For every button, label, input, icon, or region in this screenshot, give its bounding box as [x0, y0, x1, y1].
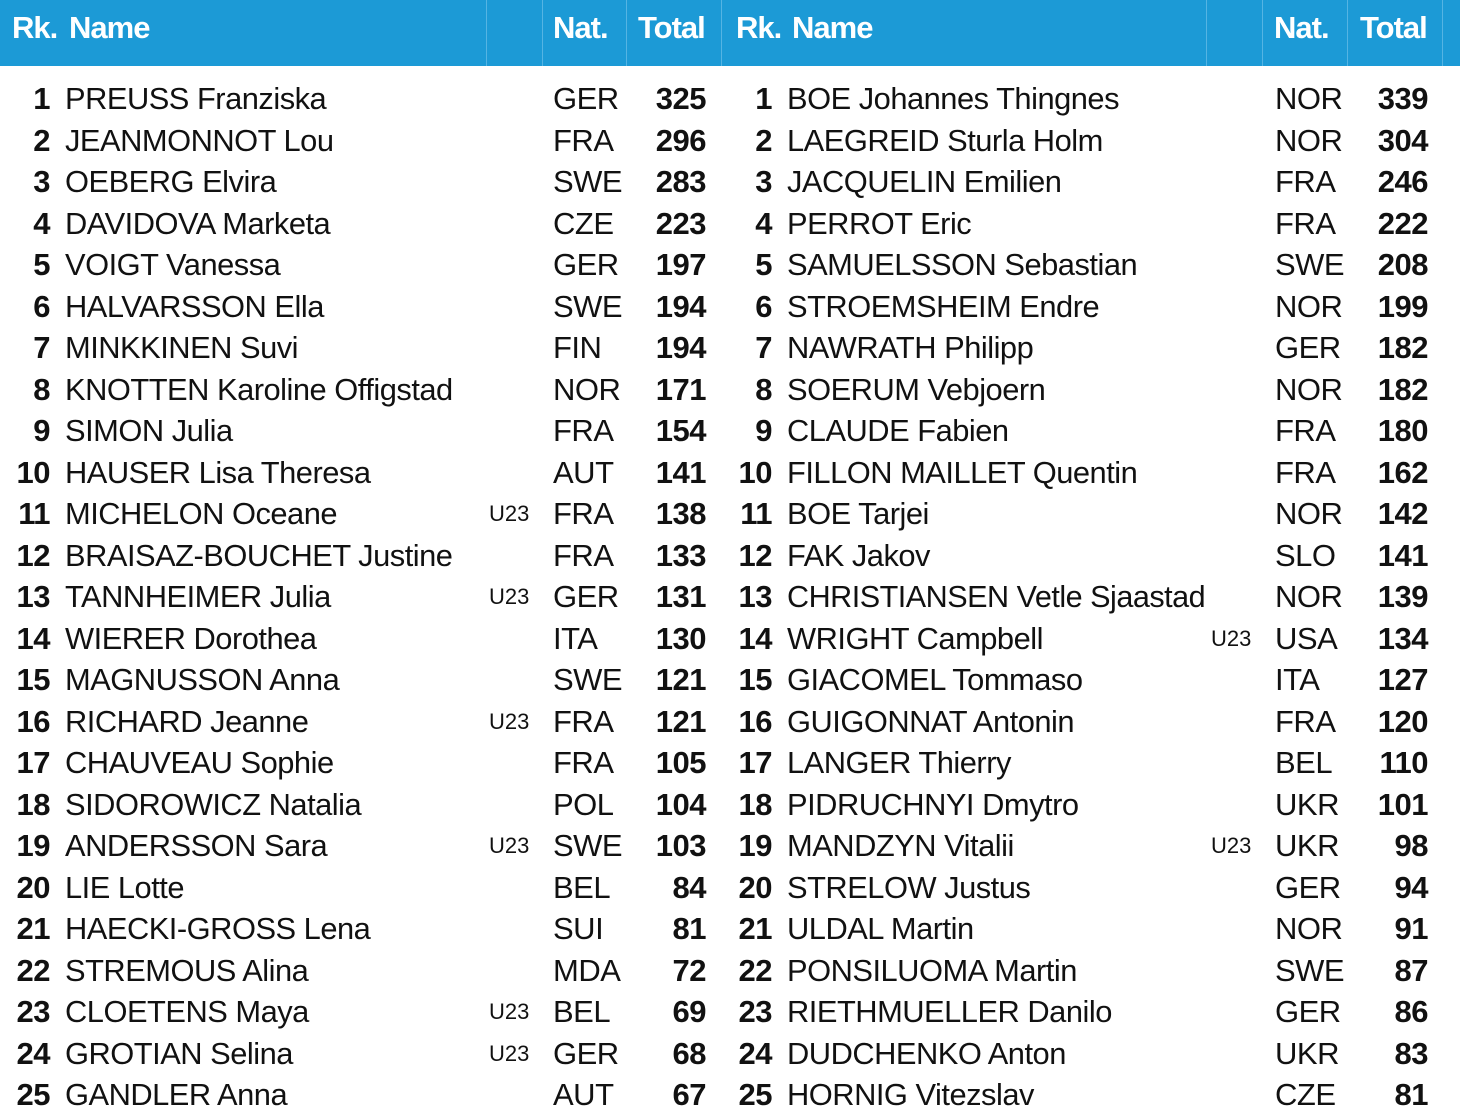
athlete-rank: 21 — [16, 911, 50, 946]
athlete-nation: BEL — [553, 994, 611, 1029]
table-row — [722, 535, 1442, 576]
athlete-rank: 4 — [755, 206, 772, 241]
athlete-name: DAVIDOVA Marketa — [65, 206, 331, 241]
athlete-rank: 21 — [738, 911, 772, 946]
table-row — [0, 784, 720, 825]
athlete-nation: NOR — [1275, 579, 1343, 614]
athlete-total-points: 68 — [672, 1036, 706, 1071]
athlete-name: KNOTTEN Karoline Offigstad — [65, 372, 453, 407]
athlete-rank: 10 — [16, 455, 50, 490]
athlete-name: BOE Johannes Thingnes — [787, 81, 1120, 116]
u23-badge: U23 — [489, 584, 530, 609]
athlete-rank: 9 — [33, 413, 50, 448]
header-separator — [542, 0, 543, 66]
athlete-total-points: 133 — [655, 538, 706, 573]
table-row — [0, 825, 720, 866]
athlete-rank: 4 — [33, 206, 50, 241]
athlete-rank: 2 — [755, 123, 772, 158]
table-row — [722, 244, 1442, 285]
athlete-rank: 11 — [18, 496, 50, 531]
athlete-rank: 13 — [738, 579, 772, 614]
athlete-nation: SWE — [553, 289, 623, 324]
athlete-nation: SUI — [553, 911, 604, 946]
athlete-total-points: 81 — [1394, 1077, 1428, 1112]
table-row — [722, 369, 1442, 410]
athlete-name: MANDZYN Vitalii — [787, 828, 1014, 863]
table-row — [722, 867, 1442, 908]
athlete-total-points: 81 — [672, 911, 706, 946]
athlete-name: SIDOROWICZ Natalia — [65, 787, 362, 822]
athlete-name: STREMOUS Alina — [65, 953, 309, 988]
athlete-total-points: 69 — [672, 994, 706, 1029]
athlete-rank: 25 — [16, 1077, 50, 1112]
rank-header-left: Rk. — [12, 10, 58, 45]
athlete-nation: GER — [1275, 994, 1341, 1029]
athlete-rank: 23 — [16, 994, 50, 1029]
table-row — [0, 659, 720, 700]
table-row — [722, 452, 1442, 493]
athlete-rank: 25 — [738, 1077, 772, 1112]
athlete-nation: MDA — [553, 953, 621, 988]
athlete-rank: 17 — [16, 745, 50, 780]
table-row — [0, 161, 720, 202]
women-standings-table — [0, 78, 720, 1113]
table-row — [722, 659, 1442, 700]
table-row — [0, 991, 720, 1032]
table-row — [722, 78, 1442, 119]
athlete-name: LIE Lotte — [65, 870, 185, 905]
athlete-nation: FRA — [1275, 164, 1336, 199]
table-row — [0, 78, 720, 119]
athlete-rank: 16 — [16, 704, 50, 739]
table-row — [722, 120, 1442, 161]
athlete-nation: FRA — [1275, 704, 1336, 739]
men-standings-table — [722, 78, 1442, 1113]
athlete-nation: NOR — [1275, 81, 1343, 116]
athlete-name: ANDERSSON Sara — [65, 828, 328, 863]
athlete-nation: GER — [1275, 870, 1341, 905]
athlete-rank: 18 — [16, 787, 50, 822]
header-separator — [1206, 0, 1207, 66]
table-row — [722, 991, 1442, 1032]
athlete-rank: 22 — [738, 953, 772, 988]
athlete-name: STRELOW Justus — [787, 870, 1031, 905]
athlete-total-points: 154 — [655, 413, 706, 448]
athlete-nation: GER — [553, 81, 619, 116]
athlete-nation: NOR — [1275, 289, 1343, 324]
athlete-rank: 5 — [33, 247, 50, 282]
athlete-total-points: 325 — [655, 81, 706, 116]
header-separator — [1442, 0, 1443, 66]
athlete-nation: ITA — [1275, 662, 1320, 697]
athlete-nation: FRA — [553, 123, 614, 158]
table-row — [722, 1033, 1442, 1074]
athlete-nation: BEL — [553, 870, 611, 905]
athlete-total-points: 194 — [655, 289, 706, 324]
table-row — [0, 452, 720, 493]
athlete-nation: SWE — [1275, 953, 1345, 988]
table-row — [722, 950, 1442, 991]
athlete-name: CLOETENS Maya — [65, 994, 309, 1029]
athlete-total-points: 131 — [655, 579, 706, 614]
athlete-rank: 3 — [755, 164, 772, 199]
table-row — [722, 203, 1442, 244]
athlete-name: PERROT Eric — [787, 206, 972, 241]
athlete-name: HAUSER Lisa Theresa — [65, 455, 371, 490]
athlete-nation: GER — [553, 1036, 619, 1071]
table-row — [722, 1074, 1442, 1115]
athlete-name: CHRISTIANSEN Vetle Sjaastad — [787, 579, 1206, 614]
athlete-name: ULDAL Martin — [787, 911, 974, 946]
athlete-total-points: 103 — [655, 828, 706, 863]
athlete-nation: FRA — [1275, 413, 1336, 448]
athlete-total-points: 87 — [1394, 953, 1428, 988]
athlete-nation: GER — [553, 579, 619, 614]
athlete-name: SOERUM Vebjoern — [787, 372, 1046, 407]
athlete-name: CHAUVEAU Sophie — [65, 745, 334, 780]
name-header-right: Name — [792, 10, 873, 45]
athlete-name: LAEGREID Sturla Holm — [787, 123, 1103, 158]
athlete-rank: 24 — [16, 1036, 50, 1071]
athlete-name: LANGER Thierry — [787, 745, 1011, 780]
table-row — [0, 120, 720, 161]
athlete-total-points: 182 — [1377, 372, 1428, 407]
athlete-name: MICHELON Oceane — [65, 496, 338, 531]
athlete-name: STROEMSHEIM Endre — [787, 289, 1100, 324]
athlete-rank: 14 — [738, 621, 772, 656]
athlete-total-points: 134 — [1377, 621, 1428, 656]
athlete-total-points: 304 — [1377, 123, 1428, 158]
athlete-name: FAK Jakov — [787, 538, 931, 573]
athlete-total-points: 180 — [1377, 413, 1428, 448]
athlete-name: GROTIAN Selina — [65, 1036, 293, 1071]
table-row — [0, 1074, 720, 1115]
athlete-nation: SWE — [553, 164, 623, 199]
table-row — [0, 576, 720, 617]
table-row — [722, 493, 1442, 534]
athlete-nation: NOR — [1275, 911, 1343, 946]
athlete-total-points: 246 — [1377, 164, 1428, 199]
total-header-left: Total — [638, 10, 705, 45]
athlete-total-points: 142 — [1377, 496, 1428, 531]
athlete-nation: USA — [1275, 621, 1338, 656]
u23-badge: U23 — [1211, 626, 1252, 651]
athlete-rank: 17 — [738, 745, 772, 780]
table-row — [0, 1033, 720, 1074]
athlete-rank: 12 — [16, 538, 50, 573]
table-row — [722, 161, 1442, 202]
athlete-total-points: 222 — [1377, 206, 1428, 241]
athlete-nation: AUT — [553, 1077, 614, 1112]
athlete-nation: SWE — [553, 662, 623, 697]
standings-header — [0, 0, 1460, 66]
athlete-name: MINKKINEN Suvi — [65, 330, 299, 365]
athlete-total-points: 94 — [1394, 870, 1428, 905]
athlete-total-points: 208 — [1377, 247, 1428, 282]
athlete-name: FILLON MAILLET Quentin — [787, 455, 1138, 490]
athlete-name: DUDCHENKO Anton — [787, 1036, 1066, 1071]
athlete-total-points: 104 — [655, 787, 706, 822]
athlete-nation: NOR — [1275, 123, 1343, 158]
athlete-total-points: 98 — [1394, 828, 1428, 863]
athlete-rank: 13 — [16, 579, 50, 614]
athlete-name: RICHARD Jeanne — [65, 704, 309, 739]
athlete-rank: 20 — [738, 870, 772, 905]
athlete-rank: 20 — [16, 870, 50, 905]
athlete-rank: 11 — [740, 496, 772, 531]
athlete-nation: ITA — [553, 621, 598, 656]
table-row — [0, 867, 720, 908]
athlete-nation: FRA — [553, 496, 614, 531]
athlete-total-points: 223 — [655, 206, 706, 241]
athlete-nation: UKR — [1275, 828, 1339, 863]
athlete-rank: 10 — [738, 455, 772, 490]
athlete-total-points: 67 — [672, 1077, 706, 1112]
athlete-name: HALVARSSON Ella — [65, 289, 324, 324]
table-row — [722, 908, 1442, 949]
athlete-name: PREUSS Franziska — [65, 81, 327, 116]
table-row — [0, 908, 720, 949]
athlete-name: JEANMONNOT Lou — [65, 123, 334, 158]
athlete-name: SAMUELSSON Sebastian — [787, 247, 1138, 282]
table-row — [0, 369, 720, 410]
athlete-nation: FIN — [553, 330, 602, 365]
athlete-rank: 19 — [738, 828, 772, 863]
athlete-total-points: 162 — [1377, 455, 1428, 490]
header-separator — [626, 0, 627, 66]
athlete-nation: SWE — [1275, 247, 1345, 282]
athlete-total-points: 121 — [655, 704, 706, 739]
athlete-name: BOE Tarjei — [787, 496, 929, 531]
athlete-nation: AUT — [553, 455, 614, 490]
u23-badge: U23 — [489, 501, 530, 526]
u23-badge: U23 — [489, 709, 530, 734]
table-row — [722, 327, 1442, 368]
athlete-name: HORNIG Vitezslav — [787, 1077, 1034, 1112]
athlete-name: TANNHEIMER Julia — [65, 579, 331, 614]
athlete-total-points: 91 — [1394, 911, 1428, 946]
table-row — [0, 618, 720, 659]
u23-badge: U23 — [489, 1041, 530, 1066]
athlete-name: SIMON Julia — [65, 413, 233, 448]
athlete-nation: FRA — [1275, 455, 1336, 490]
rank-header-right: Rk. — [736, 10, 782, 45]
athlete-rank: 22 — [16, 953, 50, 988]
athlete-name: NAWRATH Philipp — [787, 330, 1034, 365]
athlete-total-points: 141 — [655, 455, 706, 490]
athlete-nation: CZE — [1275, 1077, 1336, 1112]
total-header-right: Total — [1360, 10, 1427, 45]
athlete-name: CLAUDE Fabien — [787, 413, 1009, 448]
athlete-nation: FRA — [553, 538, 614, 573]
athlete-name: GUIGONNAT Antonin — [787, 704, 1075, 739]
nation-header-right: Nat. — [1274, 10, 1329, 45]
athlete-rank: 5 — [755, 247, 772, 282]
athlete-rank: 3 — [33, 164, 50, 199]
athlete-total-points: 84 — [672, 870, 706, 905]
athlete-nation: BEL — [1275, 745, 1333, 780]
athlete-rank: 9 — [755, 413, 772, 448]
athlete-total-points: 101 — [1377, 787, 1428, 822]
nation-header-left: Nat. — [553, 10, 608, 45]
name-header-left: Name — [69, 10, 150, 45]
table-row — [722, 701, 1442, 742]
athlete-total-points: 83 — [1394, 1036, 1428, 1071]
athlete-total-points: 283 — [655, 164, 706, 199]
athlete-name: GANDLER Anna — [65, 1077, 288, 1112]
athlete-total-points: 120 — [1377, 704, 1428, 739]
athlete-total-points: 194 — [655, 330, 706, 365]
athlete-total-points: 296 — [655, 123, 706, 158]
table-row — [0, 742, 720, 783]
athlete-nation: FRA — [553, 745, 614, 780]
athlete-nation: CZE — [553, 206, 614, 241]
table-row — [0, 493, 720, 534]
athlete-nation: NOR — [1275, 496, 1343, 531]
athlete-rank: 24 — [738, 1036, 772, 1071]
athlete-name: WIERER Dorothea — [65, 621, 317, 656]
header-separator — [486, 0, 487, 66]
header-separator — [1347, 0, 1348, 66]
athlete-nation: POL — [553, 787, 614, 822]
athlete-name: GIACOMEL Tommaso — [787, 662, 1083, 697]
table-row — [0, 410, 720, 451]
table-row — [722, 286, 1442, 327]
athlete-name: JACQUELIN Emilien — [787, 164, 1062, 199]
table-row — [0, 244, 720, 285]
table-row — [0, 327, 720, 368]
table-row — [722, 618, 1442, 659]
athlete-rank: 16 — [738, 704, 772, 739]
athlete-rank: 6 — [755, 289, 772, 324]
athlete-name: RIETHMUELLER Danilo — [787, 994, 1112, 1029]
athlete-rank: 14 — [16, 621, 50, 656]
athlete-name: WRIGHT Campbell — [787, 621, 1043, 656]
athlete-rank: 7 — [755, 330, 772, 365]
u23-badge: U23 — [1211, 833, 1252, 858]
athlete-rank: 6 — [33, 289, 50, 324]
athlete-total-points: 139 — [1377, 579, 1428, 614]
athlete-rank: 7 — [33, 330, 50, 365]
athlete-total-points: 105 — [655, 745, 706, 780]
table-row — [0, 203, 720, 244]
athlete-total-points: 182 — [1377, 330, 1428, 365]
athlete-name: MAGNUSSON Anna — [65, 662, 340, 697]
athlete-total-points: 339 — [1377, 81, 1428, 116]
athlete-name: VOIGT Vanessa — [65, 247, 281, 282]
athlete-total-points: 121 — [655, 662, 706, 697]
table-row — [0, 286, 720, 327]
athlete-rank: 1 — [33, 81, 50, 116]
athlete-total-points: 138 — [655, 496, 706, 531]
athlete-total-points: 86 — [1394, 994, 1428, 1029]
u23-badge: U23 — [489, 833, 530, 858]
athlete-nation: UKR — [1275, 1036, 1339, 1071]
u23-badge: U23 — [489, 999, 530, 1024]
athlete-name: OEBERG Elvira — [65, 164, 277, 199]
athlete-name: HAECKI-GROSS Lena — [65, 911, 371, 946]
athlete-rank: 23 — [738, 994, 772, 1029]
athlete-total-points: 171 — [655, 372, 706, 407]
athlete-nation: GER — [553, 247, 619, 282]
athlete-nation: NOR — [553, 372, 621, 407]
header-separator — [1262, 0, 1263, 66]
athlete-total-points: 199 — [1377, 289, 1428, 324]
athlete-rank: 2 — [33, 123, 50, 158]
athlete-nation: GER — [1275, 330, 1341, 365]
table-row — [722, 742, 1442, 783]
athlete-rank: 15 — [738, 662, 772, 697]
athlete-name: PIDRUCHNYI Dmytro — [787, 787, 1079, 822]
athlete-nation: SWE — [553, 828, 623, 863]
athlete-total-points: 72 — [672, 953, 706, 988]
table-row — [722, 410, 1442, 451]
athlete-rank: 18 — [738, 787, 772, 822]
athlete-nation: UKR — [1275, 787, 1339, 822]
table-row — [722, 825, 1442, 866]
table-row — [722, 784, 1442, 825]
athlete-nation: FRA — [553, 704, 614, 739]
athlete-nation: FRA — [553, 413, 614, 448]
athlete-rank: 8 — [755, 372, 772, 407]
header-separator — [721, 0, 722, 66]
athlete-total-points: 141 — [1377, 538, 1428, 573]
athlete-nation: SLO — [1275, 538, 1336, 573]
athlete-rank: 15 — [16, 662, 50, 697]
athlete-name: PONSILUOMA Martin — [787, 953, 1077, 988]
table-row — [722, 576, 1442, 617]
athlete-rank: 12 — [738, 538, 772, 573]
athlete-name: BRAISAZ-BOUCHET Justine — [65, 538, 453, 573]
athlete-nation: NOR — [1275, 372, 1343, 407]
table-row — [0, 950, 720, 991]
athlete-total-points: 110 — [1379, 745, 1428, 780]
table-row — [0, 535, 720, 576]
athlete-total-points: 130 — [655, 621, 706, 656]
athlete-total-points: 127 — [1377, 662, 1428, 697]
athlete-rank: 8 — [33, 372, 50, 407]
athlete-nation: FRA — [1275, 206, 1336, 241]
athlete-total-points: 197 — [655, 247, 706, 282]
athlete-rank: 1 — [755, 81, 772, 116]
table-row — [0, 701, 720, 742]
athlete-rank: 19 — [16, 828, 50, 863]
